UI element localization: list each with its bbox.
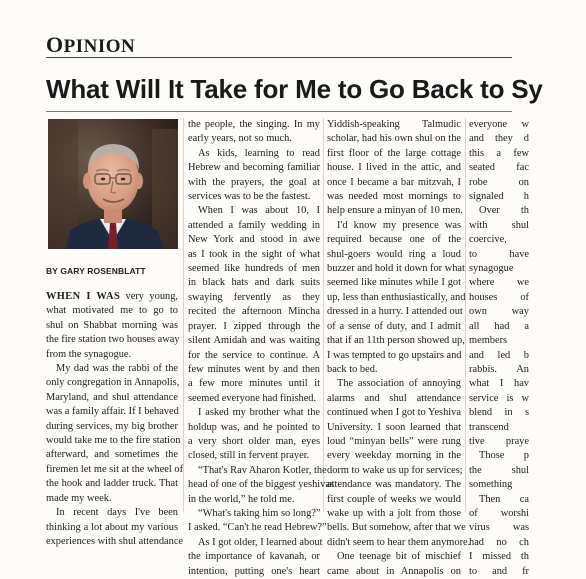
text-line: New York and stood in awe (188, 234, 320, 246)
text-line: dressed in a hurry. I attended out (327, 306, 463, 318)
text-line: few minutes went by and then (188, 363, 320, 375)
text-line: robe on (469, 176, 529, 188)
text-line: the hook and ladder truck. That (46, 478, 178, 490)
text-line: blend in s (469, 407, 529, 419)
article-column-4 (469, 118, 529, 579)
text-line: early years, not so much. (188, 133, 292, 145)
text-line: transcend (469, 421, 509, 433)
text-line: of a sense of duty, and I admit (327, 320, 461, 332)
text-line: rabbis. An (469, 363, 529, 375)
text-line: “That's Rav Aharon Kotler, the (198, 464, 327, 476)
text-line: first couple of weeks we would (327, 493, 461, 505)
text-line: services was to be the fastest. (188, 191, 311, 203)
text-line: I asked my brother what the (198, 407, 320, 419)
author-portrait-image (48, 119, 178, 249)
text-line: with shul (469, 219, 529, 231)
text-line: WHEN I WAS very young, (46, 291, 178, 302)
text-line: seemed like hundreds of men (188, 263, 320, 275)
text-line: as I took in the sight of what (188, 248, 320, 260)
headline-rule (46, 111, 512, 112)
text-line: once I became a bar mitzvah, I (327, 176, 461, 188)
text-line: the shul (469, 464, 529, 476)
text-line: I'd know my presence was (337, 219, 461, 231)
text-line: synagogue (469, 263, 514, 275)
text-line: seated fac (469, 162, 529, 174)
text-line: experiences with shul attendance (46, 535, 184, 547)
text-line: I was tempted to go upstairs and (327, 349, 462, 361)
text-line: Then ca (479, 493, 529, 505)
text-line: this a few (469, 147, 529, 159)
text-line: I asked. “Can't he read Hebrew?” (188, 522, 327, 534)
text-line: members (469, 335, 508, 347)
text-line: would take me to the fire station (46, 435, 181, 447)
text-line: had no ch (469, 536, 529, 548)
text-line: loud “minyan bells” were rung (327, 435, 461, 447)
text-line: house. I lived in the attic, and (327, 162, 461, 174)
text-line: that if an 11th person showed up, (327, 335, 465, 347)
article-column-3 (327, 118, 471, 579)
headline: What Will It Take for Me to Go Back to Sy (46, 74, 543, 104)
text-line: houses of (469, 291, 529, 303)
text-line: seemed like minutes while I got (327, 277, 461, 289)
text-line: wake up with a jolt from those (327, 507, 461, 519)
text-line: didn't seem to hear them anymore. (327, 536, 471, 548)
text-line: alarms and shul attendance (327, 392, 461, 404)
section-label (46, 32, 135, 58)
text-line: service is w (469, 392, 529, 404)
text-line: in the world,” he told me. (188, 493, 295, 505)
text-line: The association of annoying (337, 378, 461, 390)
text-line: recited the afternoon Mincha (188, 306, 320, 318)
text-line: virus was (469, 522, 529, 534)
text-line: afterward, and sometimes the (46, 449, 178, 461)
text-line: was needed most mornings to (327, 191, 461, 203)
text-line: Over th (479, 205, 529, 217)
article-column-2 (188, 118, 335, 579)
text-line: during services, my big brother (46, 420, 178, 432)
text-line: In recent days I've been (56, 507, 178, 519)
byline: BY GARY ROSENBLATT (46, 266, 146, 276)
column-divider (465, 118, 466, 512)
section-label-styled (46, 32, 136, 57)
text-line: seemed everyone had finished. (188, 392, 317, 404)
text-line: required because one of the (327, 234, 461, 246)
text-line: continued when I got to Yeshiva (327, 407, 461, 419)
text-line: scholar, had his own shul on the (327, 133, 461, 145)
text-line: and they d (469, 133, 529, 145)
text-line: up, less than enthusiastically, and (327, 291, 466, 303)
text-line: attended a family wedding in (188, 219, 320, 231)
text-line: head of one of the biggest yeshivas (188, 479, 335, 491)
text-line: every weekday morning in the (327, 450, 461, 462)
text-line: only congregation in Annapolis, (46, 377, 180, 389)
text-line: back to bed. (327, 363, 378, 375)
text-line: “What's taking him so long?” (198, 507, 321, 519)
text-line: dorm to wake us up for services; (327, 464, 463, 476)
text-line: Yiddish-speaking Talmudic (327, 119, 461, 130)
text-line: prayer. I zipped through the (188, 320, 320, 332)
text-line: a few more minutes until it (188, 378, 320, 390)
text-line: attendance was mandatory. The (327, 479, 461, 491)
text-line: Those p (479, 450, 529, 462)
text-line: swaying fervently as they (188, 291, 320, 303)
text-line: in black hats and dark suits (188, 277, 320, 289)
text-line: for the service to continue. A (188, 349, 320, 361)
text-line: was a family affair. If I behaved (46, 406, 179, 418)
text-line: first floor of the large cottage (327, 147, 461, 159)
article-column-1 (46, 290, 184, 549)
text-line: something (469, 479, 513, 491)
text-line: to have (469, 248, 529, 260)
text-line: silent Amidah and was waiting (188, 335, 320, 347)
text-line: with the prayers, the goal at (188, 176, 320, 188)
text-line: firemen let me sit at the wheel of (46, 463, 184, 475)
text-line: As I got older, I learned about (198, 536, 323, 548)
text-line: the fire station two houses away (46, 334, 180, 346)
text-line: the importance of kavanah, or (188, 551, 320, 563)
text-line: to and fr (469, 565, 529, 577)
text-line: University. I soon learned that (327, 421, 461, 433)
text-line: came about in Annapolis on (327, 565, 461, 577)
text-line: what motivated me to go to (46, 305, 178, 317)
top-rule (46, 57, 512, 58)
text-line: help ensure a minyan of 10 men. (327, 205, 463, 217)
text-line: made my week. (46, 492, 112, 504)
text-line: thinking a lot about my various (46, 521, 178, 533)
text-line: and led b (469, 349, 529, 361)
column-divider (323, 118, 324, 512)
text-line: coercive, (469, 234, 507, 246)
text-line: shul on Shabbat morning was (46, 319, 178, 331)
text-line: One teenage bit of mischief (337, 551, 461, 563)
text-line: holdup was, and he pointed to (188, 421, 320, 433)
text-line: a very short older man, eyes (188, 435, 320, 447)
text-line: Hebrew and becoming familiar (188, 162, 320, 174)
text-line: own way (469, 306, 529, 318)
text-line: where we (469, 277, 529, 289)
text-line: bells. But somehow, after that we (327, 522, 466, 534)
text-line: all had a (469, 320, 529, 332)
text-line: closed, still in fervent prayer. (188, 450, 310, 462)
author-photo (48, 119, 178, 249)
text-line: what I hav (469, 378, 529, 390)
column-divider (183, 118, 184, 512)
text-line: signaled h (469, 191, 529, 203)
text-line: intention, putting one's heart (188, 565, 320, 577)
text-line: My dad was the rabbi of the (56, 363, 178, 375)
text-line: I missed th (469, 551, 529, 563)
text-line: When I was about 10, I (198, 205, 320, 217)
text-line: Maryland, and shul attendance (46, 391, 178, 403)
text-line: buzzer and hold it down for what (327, 263, 465, 275)
text-line: shul-goers would ring a loud (327, 248, 461, 260)
text-line: from the synagogue. (46, 348, 132, 360)
text-line: tive praye (469, 435, 529, 447)
text-line: the people, the singing. In my (188, 119, 320, 130)
lead-in-text: WHEN I WAS (46, 291, 121, 302)
section-label-initial: O (46, 32, 64, 57)
text-line: everyone w (469, 119, 529, 130)
text-line: As kids, learning to read (198, 147, 320, 159)
section-label-rest: PINION (63, 36, 136, 57)
text-line: of worshi (469, 507, 529, 519)
